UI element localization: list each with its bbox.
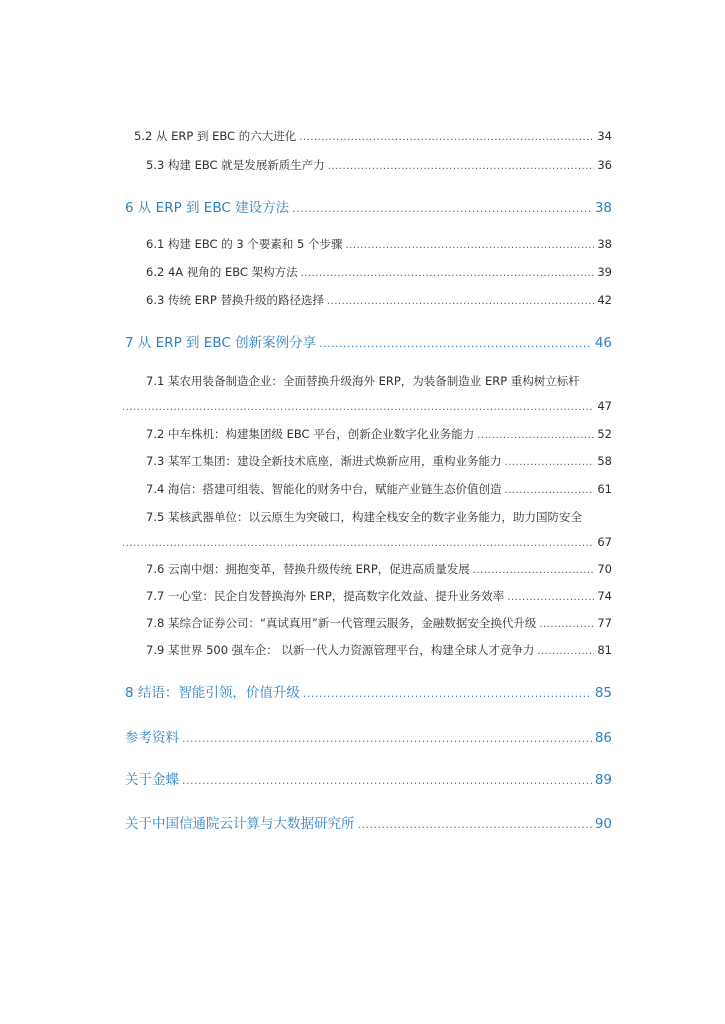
- toc-chapter[interactable]: [0, 768, 612, 788]
- toc-entry-title: 7.5 某核武器单位：以云原生为突破口，构建全栈安全的数字业务能力，助力国防安全: [146, 510, 582, 524]
- toc-leader-dots: [319, 337, 592, 350]
- toc-chapter-page: 46: [594, 335, 612, 351]
- toc-chapter-title: 参考资料: [125, 730, 179, 746]
- toc-chapter-page: 38: [594, 200, 612, 216]
- toc-chapter-title: 8 结语：智能引领，价值升级: [125, 685, 300, 701]
- toc-chapter-title: 关于金蝶: [125, 772, 179, 788]
- toc-leader-dots: [507, 592, 594, 603]
- toc-chapter[interactable]: [0, 726, 612, 746]
- toc-chapter[interactable]: [0, 681, 612, 701]
- toc-entry-title: 7.2 中车株机：构建集团级 EBC 平台，创新企业数字化业务能力: [146, 427, 475, 441]
- toc-leader-dots: [299, 132, 594, 143]
- toc-entry-continuation[interactable]: [0, 399, 612, 413]
- toc-entry-title: 5.2 从 ERP 到 EBC 的六大进化: [134, 129, 297, 143]
- toc-entry-page: 67: [597, 535, 612, 549]
- toc-leader-dots: [182, 774, 592, 787]
- toc-chapter[interactable]: [0, 812, 612, 832]
- toc-entry-title: 6.1 构建 EBC 的 3 个要素和 5 个步骤: [146, 237, 343, 251]
- toc-entry[interactable]: [0, 157, 612, 173]
- toc-entry-title: 6.2 4A 视角的 EBC 架构方法: [146, 265, 298, 279]
- toc-chapter-page: 89: [594, 772, 612, 788]
- toc-entry[interactable]: [0, 264, 612, 280]
- toc-leader-dots: [358, 818, 592, 831]
- toc-entry-page: 39: [597, 265, 612, 279]
- toc-leader-dots: [182, 732, 592, 745]
- toc-leader-dots: [122, 538, 594, 549]
- toc-entry-page: 58: [597, 454, 612, 468]
- toc-leader-dots: [477, 430, 594, 441]
- toc-entry-continuation[interactable]: [0, 535, 612, 549]
- toc-chapter[interactable]: [0, 196, 612, 216]
- toc-entry-page: 70: [597, 562, 612, 576]
- toc-entry[interactable]: [0, 615, 612, 631]
- toc-entry-page: 38: [597, 237, 612, 251]
- toc-leader-dots: [346, 240, 595, 251]
- toc-entry-title: 7.6 云南中烟：拥抱变革，替换升级传统 ERP，促进高质量发展: [146, 562, 470, 576]
- toc-chapter-page: 85: [594, 685, 612, 701]
- toc-entry[interactable]: [0, 481, 612, 497]
- toc-entry[interactable]: [0, 128, 612, 144]
- toc-entry-title: 6.3 传统 ERP 替换升级的路径选择: [146, 293, 324, 307]
- toc-leader-dots: [504, 485, 594, 496]
- toc-entry-page: 61: [597, 482, 612, 496]
- toc-leader-dots: [301, 268, 595, 279]
- toc-entry-page: 36: [597, 158, 612, 172]
- toc-entry-title: 7.8 某综合证券公司：“真试真用”新一代管理云服务，金融数据安全换代升级: [146, 616, 537, 630]
- toc-leader-dots: [328, 161, 595, 172]
- toc-entry-title: 7.9 某世界 500 强车企： 以新一代人力资源管理平台，构建全球人才竞争力: [146, 643, 535, 657]
- toc-entry-page: 77: [597, 616, 612, 630]
- toc-entry[interactable]: [0, 426, 612, 442]
- toc-leader-dots: [473, 565, 595, 576]
- toc-entry-first-line[interactable]: [0, 373, 612, 389]
- toc-chapter-page: 90: [594, 816, 612, 832]
- toc-leader-dots: [292, 202, 592, 215]
- toc-entry-title: 7.1 某农用装备制造企业：全面替换升级海外 ERP，为装备制造业 ERP 重构树立标杆: [146, 374, 580, 388]
- toc-entry[interactable]: [0, 642, 612, 658]
- toc-leader-dots: [327, 296, 594, 307]
- toc-entry-page: 34: [597, 129, 612, 143]
- toc-chapter[interactable]: [0, 331, 612, 351]
- toc-leader-dots: [122, 402, 594, 413]
- toc-leader-dots: [537, 646, 594, 657]
- toc-entry[interactable]: [0, 561, 612, 577]
- toc-entry-page: 42: [597, 293, 612, 307]
- toc-entry[interactable]: [0, 236, 612, 252]
- toc-entry[interactable]: [0, 453, 612, 469]
- toc-entry-title: 7.7 一心堂：民企自发替换海外 ERP，提高数字化效益、提升业务效率: [146, 589, 505, 603]
- toc-entry-page: 47: [597, 399, 612, 413]
- toc-entry-title: 5.3 构建 EBC 就是发展新质生产力: [146, 158, 325, 172]
- toc-leader-dots: [539, 619, 594, 630]
- toc-chapter-title: 7 从 ERP 到 EBC 创新案例分享: [125, 335, 317, 351]
- toc-entry-first-line[interactable]: [0, 509, 612, 525]
- toc-entry-title: 7.3 某军工集团：建设全新技术底座，渐进式焕新应用，重构业务能力: [146, 454, 502, 468]
- toc-leader-dots: [504, 457, 594, 468]
- toc-entry-page: 52: [597, 427, 612, 441]
- toc-entry-title: 7.4 海信：搭建可组装、智能化的财务中台，赋能产业链生态价值创造: [146, 482, 502, 496]
- toc-leader-dots: [303, 687, 592, 700]
- toc-entry[interactable]: [0, 588, 612, 604]
- toc-entry-page: 81: [597, 643, 612, 657]
- toc-entry-page: 74: [597, 589, 612, 603]
- toc-chapter-title: 关于中国信通院云计算与大数据研究所: [125, 816, 355, 832]
- toc-entry[interactable]: [0, 292, 612, 308]
- toc-chapter-title: 6 从 ERP 到 EBC 建设方法: [125, 200, 290, 216]
- toc-chapter-page: 86: [594, 730, 612, 746]
